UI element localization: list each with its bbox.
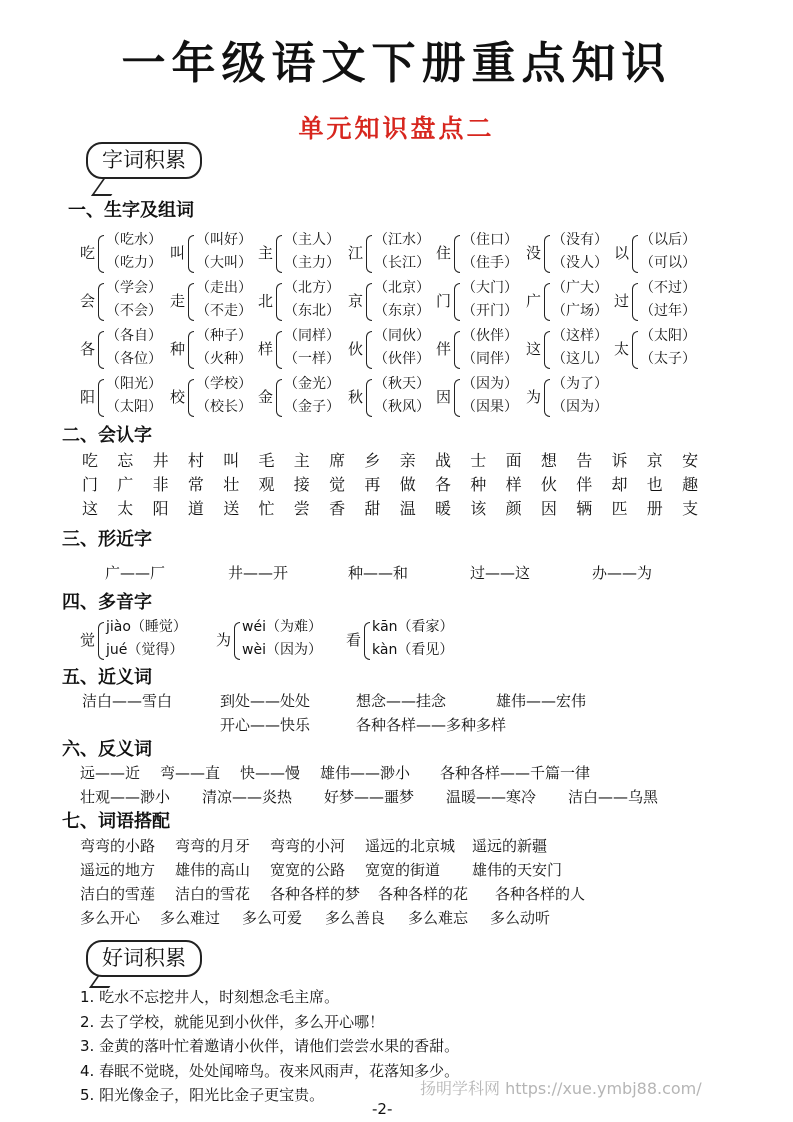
recognition-char: 香 [329, 499, 346, 518]
collocation: 多么动听 [490, 909, 551, 927]
section-heading-3: 三、形近字 [62, 529, 152, 550]
similar-pair: 过——这 [470, 564, 531, 582]
recognition-char: 士 [470, 451, 487, 470]
recognition-char: 乡 [364, 451, 381, 470]
group-word: （不走） [196, 303, 252, 319]
group-word: （校长） [196, 399, 252, 415]
group-word: （阳光） [106, 376, 162, 392]
recognition-char: 太 [117, 499, 134, 518]
group-word: （因为） [462, 376, 518, 392]
recognition-char: 伴 [576, 475, 593, 494]
group-word: （秋天） [374, 376, 430, 392]
brace-icon [632, 283, 638, 321]
group-word: （主人） [284, 232, 340, 248]
group-word: （金子） [284, 399, 340, 415]
brace-icon [366, 235, 372, 273]
pinyin-word: jiào（睡觉） [106, 619, 187, 635]
group-word: （秋风） [374, 399, 430, 415]
page-title: 一年级语文下册重点知识 [121, 38, 672, 89]
synonym-pair: 到处——处处 [220, 692, 311, 710]
sentence-item: 3. 金黄的落叶忙着邀请小伙伴，请他们尝尝水果的香甜。 [80, 1037, 460, 1055]
group-word: （大门） [462, 280, 518, 296]
antonym-pair: 弯——直 [160, 764, 221, 782]
similar-pair: 办——为 [592, 564, 653, 582]
recognition-char: 温 [399, 499, 416, 518]
pinyin-word: jué（觉得） [106, 642, 184, 658]
recognition-char: 因 [540, 499, 557, 518]
collocation: 各种各样的花 [378, 885, 469, 903]
recognition-char: 广 [117, 475, 134, 494]
recognition-char: 支 [682, 499, 699, 518]
recognition-char: 告 [576, 451, 593, 470]
group-char: 过 [614, 292, 630, 310]
collocation: 雄伟的天安门 [472, 861, 563, 879]
section-heading-4: 四、多音字 [62, 592, 152, 613]
group-char: 主 [258, 244, 274, 262]
brace-icon [366, 283, 372, 321]
group-word: （走出） [196, 280, 252, 296]
page-subtitle: 单元知识盘点二 [298, 114, 495, 143]
group-word: （以后） [640, 232, 696, 248]
pinyin-word: kān（看家） [372, 619, 454, 635]
group-char: 叫 [170, 244, 186, 262]
group-char: 各 [80, 340, 96, 358]
collocation: 弯弯的小路 [80, 837, 156, 855]
synonym-pair: 想念——挂念 [356, 692, 447, 710]
brace-icon [632, 235, 638, 273]
group-word: （北京） [374, 280, 430, 296]
group-word: （同伙） [374, 328, 430, 344]
recognition-char: 非 [152, 475, 169, 494]
recognition-char: 井 [152, 451, 169, 470]
group-word: （同样） [284, 328, 340, 344]
recognition-char: 吃 [82, 451, 99, 470]
group-word: （伙伴） [462, 328, 518, 344]
brace-icon [98, 235, 104, 273]
group-word: （叫好） [196, 232, 252, 248]
group-word: （太子） [640, 351, 696, 367]
collocation: 雄伟的高山 [175, 861, 251, 879]
brace-icon [276, 235, 282, 273]
brace-icon [454, 379, 460, 417]
brace-icon [234, 622, 240, 660]
recognition-char: 这 [82, 499, 99, 518]
recognition-char: 毛 [258, 451, 275, 470]
group-char: 校 [170, 388, 186, 406]
group-word: （吃力） [106, 255, 162, 271]
collocation: 各种各样的梦 [270, 885, 361, 903]
synonym-pair: 雄伟——宏伟 [496, 692, 587, 710]
collocation: 各种各样的人 [495, 885, 586, 903]
group-word: （火种） [196, 351, 252, 367]
collocation: 多么难忘 [408, 909, 469, 927]
collocation: 洁白的雪花 [175, 885, 251, 903]
group-word: （各位） [106, 351, 162, 367]
recognition-char: 送 [223, 499, 240, 518]
recognition-char: 道 [187, 499, 204, 518]
recognition-char: 却 [611, 475, 628, 494]
pinyin-word: wéi（为难） [242, 619, 322, 635]
synonym-pair: 洁白——雪白 [82, 692, 173, 710]
recognition-char: 伙 [540, 475, 557, 494]
brace-icon [98, 331, 104, 369]
section-heading-2: 二、会认字 [62, 425, 152, 446]
collocation: 遥远的新疆 [472, 837, 548, 855]
group-char: 样 [258, 340, 274, 358]
recognition-char: 也 [646, 475, 663, 494]
collocation: 宽宽的公路 [270, 861, 346, 879]
group-char: 觉 [80, 631, 96, 649]
pinyin-word: wèi（因为） [242, 642, 322, 658]
group-char: 住 [436, 244, 452, 262]
group-word: （没人） [552, 255, 608, 271]
group-word: （住口） [462, 232, 518, 248]
recognition-char: 趣 [682, 475, 699, 494]
group-word: （因果） [462, 399, 518, 415]
brace-icon [544, 235, 550, 273]
collocation: 宽宽的街道 [365, 861, 441, 879]
collocation: 多么善良 [325, 909, 386, 927]
group-word: （北方） [284, 280, 340, 296]
antonym-pair: 雄伟——渺小 [320, 764, 411, 782]
group-word: （长江） [374, 255, 430, 271]
recognition-char: 想 [540, 451, 557, 470]
group-char: 江 [348, 244, 364, 262]
sentence-item: 2. 去了学校，就能见到小伙伴，多么开心哪！ [80, 1012, 385, 1031]
brace-icon [454, 283, 460, 321]
recognition-char: 做 [399, 475, 416, 494]
recognition-char: 安 [682, 451, 699, 470]
group-char: 伴 [436, 340, 452, 358]
group-word: （广场） [552, 303, 608, 319]
recognition-char: 叫 [223, 451, 240, 470]
section-heading-6: 六、反义词 [62, 739, 152, 760]
recognition-char: 观 [258, 475, 275, 494]
group-word: （学校） [196, 376, 252, 392]
group-char: 北 [258, 292, 274, 310]
group-char: 看 [346, 631, 362, 649]
group-char: 这 [526, 340, 542, 358]
recognition-char: 颜 [505, 499, 522, 518]
group-word: （没有） [552, 232, 608, 248]
recognition-char: 匹 [611, 499, 628, 518]
section-bubble-vocab: 字词积累 [86, 142, 202, 179]
group-word: （可以） [640, 255, 696, 271]
group-word: （不过） [640, 280, 696, 296]
recognition-char: 该 [470, 499, 487, 518]
antonym-pair: 远——近 [80, 764, 141, 782]
brace-icon [98, 379, 104, 417]
group-word: （这样） [552, 328, 608, 344]
page-number: -2- [372, 1100, 393, 1118]
recognition-char: 主 [293, 451, 310, 470]
group-word: （为了） [552, 376, 608, 392]
collocation: 洁白的雪莲 [80, 885, 156, 903]
recognition-char: 尝 [293, 499, 310, 518]
antonym-pair: 壮观——渺小 [80, 788, 171, 806]
group-word: （开门） [462, 303, 518, 319]
recognition-char: 村 [187, 451, 204, 470]
watermark: 扬明学科网 https://xue.ymbj88.com/ [420, 1079, 702, 1098]
brace-icon [98, 622, 104, 660]
group-word: （太阳） [106, 399, 162, 415]
recognition-char: 面 [505, 451, 522, 470]
group-char: 为 [526, 388, 542, 406]
recognition-char: 壮 [223, 475, 240, 494]
brace-icon [544, 331, 550, 369]
brace-icon [188, 379, 194, 417]
brace-icon [366, 331, 372, 369]
brace-icon [276, 379, 282, 417]
recognition-char: 诉 [611, 451, 628, 470]
group-word: （太阳） [640, 328, 696, 344]
recognition-char: 战 [435, 451, 452, 470]
section-heading-1: 一、生字及组词 [68, 200, 194, 221]
similar-pair: 种——和 [348, 564, 409, 582]
synonym-pair: 开心——快乐 [220, 716, 311, 734]
group-word: （伙伴） [374, 351, 430, 367]
group-char: 为 [216, 631, 232, 649]
antonym-pair: 快——慢 [240, 764, 301, 782]
group-word: （因为） [552, 399, 608, 415]
recognition-char: 忘 [117, 451, 134, 470]
antonym-pair: 温暖——寒冷 [446, 788, 537, 806]
recognition-char: 种 [470, 475, 487, 494]
recognition-char: 京 [646, 451, 663, 470]
brace-icon [544, 283, 550, 321]
collocation: 弯弯的月牙 [175, 837, 251, 855]
recognition-char: 觉 [329, 475, 346, 494]
group-word: （广大） [552, 280, 608, 296]
group-char: 以 [614, 244, 630, 262]
group-char: 门 [436, 292, 452, 310]
antonym-pair: 好梦——噩梦 [324, 788, 415, 806]
group-word: （种子） [196, 328, 252, 344]
group-char: 没 [526, 244, 542, 262]
antonym-pair: 洁白——乌黑 [568, 788, 659, 806]
similar-pair: 广——厂 [105, 564, 166, 582]
collocation: 多么可爱 [242, 909, 303, 927]
group-char: 走 [170, 292, 186, 310]
collocation: 多么难过 [160, 909, 221, 927]
group-word: （学会） [106, 280, 162, 296]
group-word: （东京） [374, 303, 430, 319]
synonym-pair: 各种各样——多种多样 [356, 716, 507, 734]
brace-icon [364, 622, 370, 660]
section-heading-7: 七、词语搭配 [62, 811, 170, 832]
brace-icon [544, 379, 550, 417]
recognition-char: 亲 [399, 451, 416, 470]
group-word: （吃水） [106, 232, 162, 248]
group-word: （金光） [284, 376, 340, 392]
group-char: 广 [526, 292, 542, 310]
group-word: （东北） [284, 303, 340, 319]
recognition-char: 样 [505, 475, 522, 494]
recognition-char: 甜 [364, 499, 381, 518]
group-char: 太 [614, 340, 630, 358]
recognition-char: 门 [82, 475, 99, 494]
recognition-char: 阳 [152, 499, 169, 518]
collocation: 遥远的北京城 [365, 837, 456, 855]
recognition-char: 各 [435, 475, 452, 494]
group-char: 种 [170, 340, 186, 358]
recognition-char: 册 [646, 499, 663, 518]
brace-icon [276, 283, 282, 321]
similar-pair: 井——开 [228, 564, 289, 582]
group-char: 秋 [348, 388, 364, 406]
brace-icon [454, 331, 460, 369]
brace-icon [366, 379, 372, 417]
group-word: （住手） [462, 255, 518, 271]
brace-icon [188, 235, 194, 273]
group-word: （过年） [640, 303, 696, 319]
antonym-pair: 清凉——炎热 [202, 788, 293, 806]
group-word: （各自） [106, 328, 162, 344]
group-char: 京 [348, 292, 364, 310]
recognition-char: 席 [329, 451, 346, 470]
group-char: 吃 [80, 244, 96, 262]
group-word: （同伴） [462, 351, 518, 367]
recognition-char: 忙 [258, 499, 275, 518]
collocation: 遥远的地方 [80, 861, 156, 879]
brace-icon [188, 331, 194, 369]
group-word: （不会） [106, 303, 162, 319]
group-word: （大叫） [196, 255, 252, 271]
group-char: 伙 [348, 340, 364, 358]
recognition-char: 常 [187, 475, 204, 494]
group-word: （主力） [284, 255, 340, 271]
brace-icon [188, 283, 194, 321]
antonym-pair: 各种各样——千篇一律 [440, 764, 591, 782]
pinyin-word: kàn（看见） [372, 642, 454, 658]
group-char: 阳 [80, 388, 96, 406]
group-char: 因 [436, 388, 452, 406]
section-bubble-good-words: 好词积累 [86, 940, 202, 977]
group-word: （一样） [284, 351, 340, 367]
sentence-item: 1. 吃水不忘挖井人，时刻想念毛主席。 [80, 988, 340, 1006]
brace-icon [98, 283, 104, 321]
recognition-char: 暖 [435, 499, 452, 518]
brace-icon [454, 235, 460, 273]
recognition-char: 再 [364, 475, 381, 494]
brace-icon [276, 331, 282, 369]
recognition-char: 辆 [576, 499, 593, 518]
group-word: （江水） [374, 232, 430, 248]
group-char: 金 [258, 388, 274, 406]
sentence-item: 5. 阳光像金子，阳光比金子更宝贵。 [80, 1086, 325, 1104]
recognition-char: 接 [293, 475, 310, 494]
group-word: （这儿） [552, 351, 608, 367]
section-heading-5: 五、近义词 [62, 667, 152, 688]
collocation: 多么开心 [80, 909, 141, 927]
group-char: 会 [80, 292, 96, 310]
collocation: 弯弯的小河 [270, 837, 346, 855]
brace-icon [632, 331, 638, 369]
sentence-item: 4. 春眠不觉晓，处处闻啼鸟。夜来风雨声，花落知多少。 [80, 1061, 460, 1080]
